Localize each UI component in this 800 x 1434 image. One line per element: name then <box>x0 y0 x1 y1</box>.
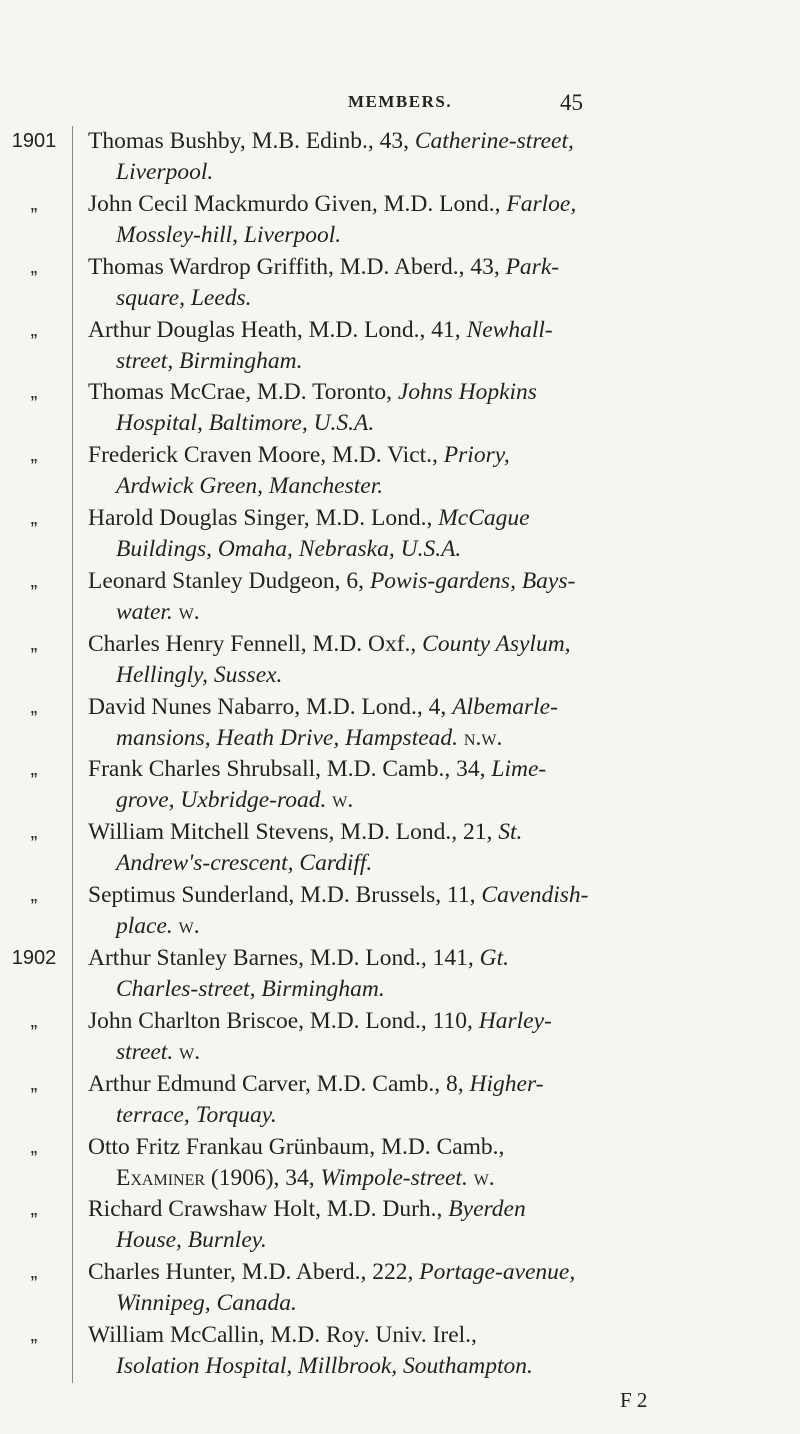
list-item <box>0 315 800 378</box>
list-item <box>0 1069 800 1132</box>
entry-line-1 <box>88 817 774 848</box>
entry-line-2 <box>88 911 774 942</box>
member-name: Harold Douglas Singer, M.D. Lond., <box>88 505 439 532</box>
member-name: Thomas Bushby, M.B. Edinb., 43, <box>88 128 415 154</box>
member-entry-text <box>88 943 774 1005</box>
year-of-election: „ <box>30 444 38 467</box>
year-of-election: „ <box>30 318 38 341</box>
list-item <box>0 189 800 252</box>
address-part-2: street. <box>116 1038 174 1065</box>
address-part-2: terrace, Torquay. <box>116 1101 277 1128</box>
year-of-election: „ <box>30 1009 38 1032</box>
member-name: Frank Charles Shrubsall, M.D. Camb., 34, <box>88 756 492 783</box>
entry-line-2 <box>88 346 774 377</box>
year-of-election: „ <box>30 695 38 718</box>
page-number: 45 <box>560 90 583 115</box>
entry-line-2 <box>88 283 774 314</box>
year-of-election: „ <box>30 507 38 530</box>
member-name: David Nunes Nabarro, M.D. Lond., 4, <box>88 693 453 720</box>
address-part-1: County Asylum, <box>422 630 571 657</box>
member-entry-text <box>88 1257 774 1319</box>
address-part-1: Powis-gardens, Bays- <box>369 567 576 594</box>
entry-line-2 <box>88 1288 774 1319</box>
member-entry-text <box>88 1194 774 1256</box>
list-item <box>0 817 800 880</box>
entry-line-1 <box>88 503 774 534</box>
address-part-1: Newhall- <box>466 316 553 343</box>
member-entry-text <box>88 126 774 188</box>
member-name: Thomas Wardrop Griffith, M.D. Aberd., 43, <box>88 253 506 280</box>
address-part-1: Lime- <box>491 756 547 783</box>
address-part-1: Higher- <box>469 1070 544 1097</box>
list-item <box>0 566 800 629</box>
address-part-2: place. <box>116 913 173 940</box>
list-item <box>0 503 800 566</box>
year-of-election: „ <box>30 1072 38 1095</box>
member-entry-text <box>88 315 774 377</box>
page-header <box>0 90 800 124</box>
member-name: Frederick Craven Moore, M.D. Vict., <box>88 442 444 469</box>
entry-line-2 <box>88 408 774 439</box>
address-part-2: mansions, Heath Drive, Hampstead. <box>116 724 459 751</box>
entry-line-2 <box>88 1163 774 1194</box>
entry-line-2 <box>88 1351 774 1382</box>
member-name: William Mitchell Stevens, M.D. Lond., 21, <box>88 819 499 846</box>
address-part-1: Byerden <box>448 1196 526 1223</box>
member-entry-text <box>88 566 774 628</box>
member-list <box>0 126 800 1383</box>
member-entry-text <box>88 692 774 754</box>
year-of-election: 1902 <box>11 946 57 969</box>
list-item <box>0 440 800 503</box>
address-part-1: Portage-avenue, <box>419 1259 576 1286</box>
member-entry-text <box>88 189 774 251</box>
entry-line-1 <box>88 189 774 220</box>
address-part-2: street, Birmingham. <box>116 347 303 374</box>
list-item <box>0 629 800 692</box>
member-name: Leonard Stanley Dudgeon, 6, <box>88 567 370 594</box>
entry-line-2 <box>88 597 774 628</box>
entry-line-1 <box>88 1320 774 1351</box>
entry-line-1 <box>88 315 774 346</box>
member-entry-text <box>88 1069 774 1131</box>
postal-district: w. <box>326 787 354 814</box>
address-part-2: House, Burnley. <box>116 1227 267 1254</box>
list-item <box>0 1132 800 1195</box>
year-of-election: „ <box>30 1324 38 1347</box>
postal-district: n.w. <box>458 724 503 751</box>
entry-line-2 <box>88 1225 774 1256</box>
list-item <box>0 1006 800 1069</box>
address-part-2: Hospital, Baltimore, U.S.A. <box>116 410 375 437</box>
member-name: Charles Hunter, M.D. Aberd., 222, <box>88 1259 420 1286</box>
year-of-election: „ <box>30 569 38 592</box>
entry-line-1 <box>88 1132 774 1163</box>
entry-line-1 <box>88 252 774 283</box>
list-item <box>0 754 800 817</box>
postal-district: w. <box>172 913 200 940</box>
member-entry-text <box>88 503 774 565</box>
list-item <box>0 692 800 755</box>
address-part-1: Priory, <box>443 442 510 469</box>
address-part-2: Ardwick Green, Manchester. <box>116 473 384 500</box>
address-part-2: Isolation Hospital, Millbrook, Southampton. <box>116 1353 533 1380</box>
entry-line-2 <box>88 1100 774 1131</box>
address-part-2: water. <box>116 598 173 625</box>
list-item <box>0 377 800 440</box>
member-name: Arthur Edmund Carver, M.D. Camb., 8, <box>88 1070 470 1097</box>
list-item <box>0 1320 800 1383</box>
entry-line-2 <box>88 471 774 502</box>
member-name: John Cecil Mackmurdo Given, M.D. Lond., <box>88 190 507 217</box>
address-part-2: Hellingly, Sussex. <box>116 661 283 688</box>
address-part-1: Farloe, <box>506 190 577 217</box>
entry-line-1 <box>88 1006 774 1037</box>
member-entry-text <box>88 1132 774 1194</box>
member-name: Arthur Stanley Barnes, M.D. Lond., 141, <box>88 944 480 971</box>
postal-district: w. <box>173 1038 201 1065</box>
address-part-2: Winnipeg, Canada. <box>116 1290 297 1317</box>
member-entry-text <box>88 1006 774 1068</box>
entry-line-1 <box>88 566 774 597</box>
entry-line-1 <box>88 440 774 471</box>
entry-line-1 <box>88 377 774 408</box>
year-of-election: „ <box>30 884 38 907</box>
member-name: Charles Henry Fennell, M.D. Oxf., <box>88 630 423 657</box>
address-part-1: Park- <box>505 253 560 280</box>
year-of-election: „ <box>30 1261 38 1284</box>
entry-line-2 <box>88 723 774 754</box>
entry-line-1 <box>88 126 774 157</box>
entry-line-1 <box>88 1194 774 1225</box>
signature-mark: F 2 <box>620 1388 648 1412</box>
year-of-election: „ <box>30 1198 38 1221</box>
entry-line-2 <box>88 220 774 251</box>
year-of-election: 1901 <box>11 130 57 152</box>
entry-line-2 <box>88 534 774 565</box>
list-item <box>0 252 800 315</box>
member-entry-text <box>88 629 774 691</box>
entry-line-2 <box>88 974 774 1005</box>
entry-line-1 <box>88 754 774 785</box>
entry-line-2 <box>88 1037 774 1068</box>
member-entry-text <box>88 252 774 314</box>
member-name: Septimus Sunderland, M.D. Brussels, 11, <box>88 882 482 909</box>
member-entry-text <box>88 440 774 502</box>
address-part-2: grove, Uxbridge-road. <box>116 787 327 814</box>
member-name: Richard Crawshaw Holt, M.D. Durh., <box>88 1196 449 1223</box>
member-entry-text <box>88 754 774 816</box>
member-entry-text <box>88 817 774 879</box>
entry-line-2 <box>88 660 774 691</box>
year-of-election: „ <box>30 1135 38 1158</box>
entry-line-2 <box>88 848 774 879</box>
address-part-2: Liverpool. <box>116 159 214 185</box>
year-of-election: „ <box>30 758 38 781</box>
list-item <box>0 126 800 189</box>
entry-line-1 <box>88 1069 774 1100</box>
member-entry-text <box>88 1320 774 1382</box>
address-part-2: square, Leeds. <box>116 284 252 311</box>
examiner-note: Examiner (1906), 34, <box>116 1164 321 1191</box>
year-of-election: „ <box>30 632 38 655</box>
list-item <box>0 1257 800 1320</box>
address-part-1: Catherine-street, <box>414 128 574 154</box>
entry-line-1 <box>88 629 774 660</box>
postal-district: w. <box>467 1164 495 1191</box>
member-name: Otto Fritz Frankau Grünbaum, M.D. Camb., <box>88 1133 505 1160</box>
address-part-2: Mossley-hill, Liverpool. <box>116 221 342 248</box>
address-part-2: Buildings, Omaha, Nebraska, U.S.A. <box>116 536 462 563</box>
address-part-2: Wimpole-street. <box>320 1164 468 1191</box>
entry-line-1 <box>88 943 774 974</box>
list-item <box>0 880 800 943</box>
running-head: MEMBERS. <box>348 92 453 111</box>
year-of-election: „ <box>30 192 38 215</box>
list-item <box>0 943 800 1006</box>
address-part-1: Harley- <box>478 1007 552 1034</box>
year-of-election: „ <box>30 255 38 278</box>
member-entry-text <box>88 880 774 942</box>
address-part-1: Gt. <box>479 944 509 971</box>
year-of-election: „ <box>30 381 38 404</box>
address-part-1: Cavendish- <box>481 882 589 909</box>
address-part-2: Andrew's-crescent, Cardiff. <box>116 850 373 877</box>
member-name: William McCallin, M.D. Roy. Univ. Irel., <box>88 1322 477 1349</box>
year-of-election: „ <box>30 821 38 844</box>
list-item <box>0 1194 800 1257</box>
address-part-1: Johns Hopkins <box>397 379 537 406</box>
address-part-1: Albemarle- <box>452 693 558 720</box>
address-part-1: St. <box>498 819 523 846</box>
member-name: Thomas McCrae, M.D. Toronto, <box>88 379 398 406</box>
address-part-1: McCague <box>438 505 530 532</box>
postal-district: w. <box>172 598 200 625</box>
entry-line-2 <box>88 157 774 188</box>
member-name: John Charlton Briscoe, M.D. Lond., 110, <box>88 1007 479 1034</box>
address-part-2: Charles-street, Birmingham. <box>116 975 385 1002</box>
entry-line-1 <box>88 880 774 911</box>
entry-line-2 <box>88 785 774 816</box>
member-entry-text <box>88 377 774 439</box>
entry-line-1 <box>88 1257 774 1288</box>
entry-line-1 <box>88 692 774 723</box>
member-name: Arthur Douglas Heath, M.D. Lond., 41, <box>88 316 467 343</box>
